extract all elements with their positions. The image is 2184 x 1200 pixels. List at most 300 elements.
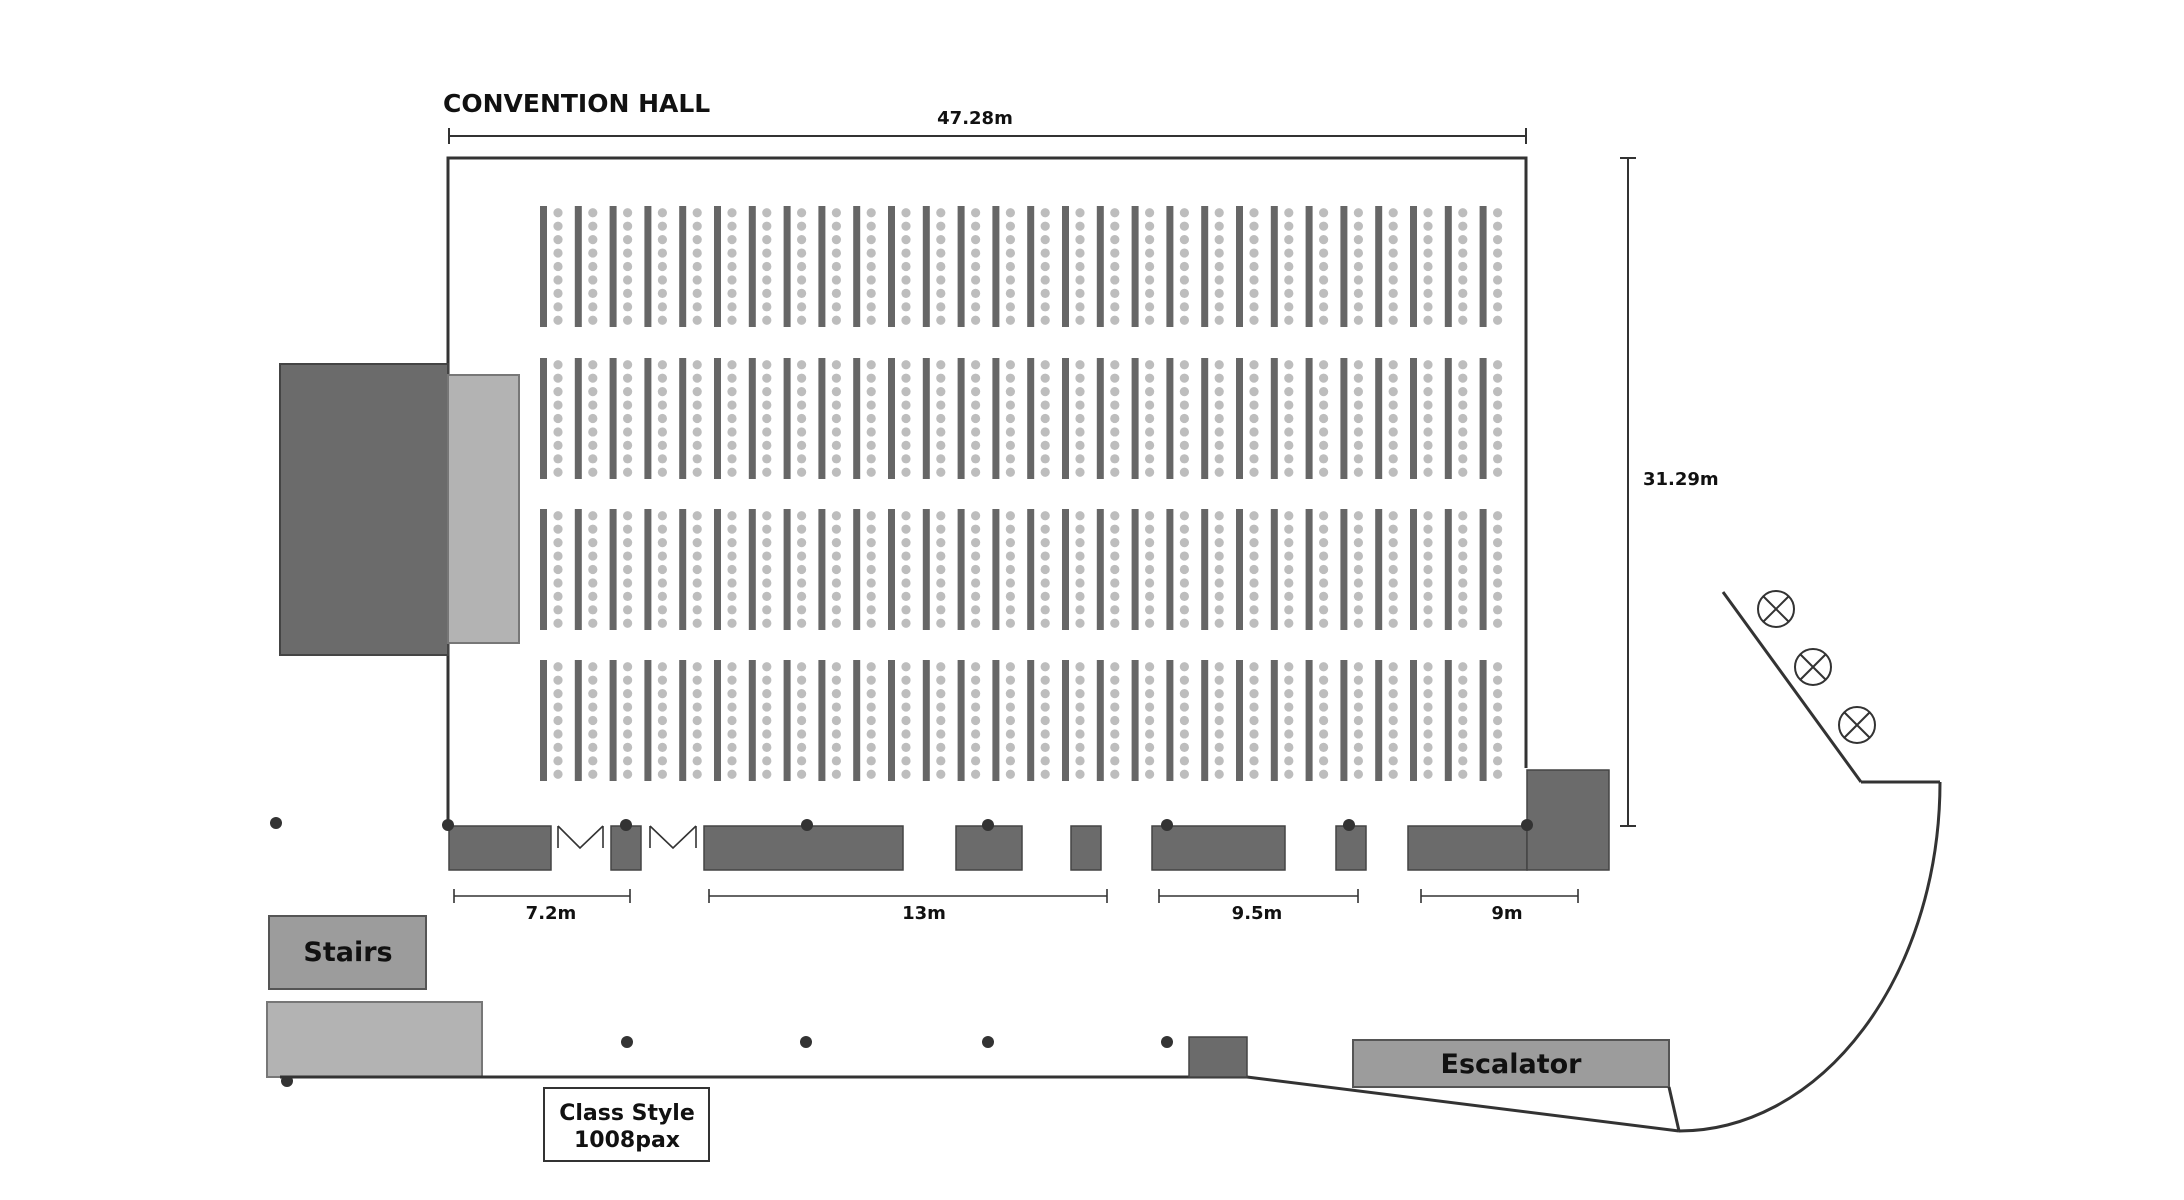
table bbox=[958, 660, 965, 781]
seat bbox=[1180, 565, 1189, 574]
seat bbox=[1389, 360, 1398, 369]
seat bbox=[1354, 262, 1363, 271]
seat bbox=[901, 770, 910, 779]
seat bbox=[1423, 689, 1432, 698]
seat bbox=[1284, 525, 1293, 534]
seat bbox=[693, 360, 702, 369]
table bbox=[610, 358, 617, 479]
wall-segment bbox=[704, 826, 903, 870]
seat bbox=[1110, 756, 1119, 765]
seat bbox=[936, 235, 945, 244]
seat bbox=[1423, 676, 1432, 685]
seat bbox=[1180, 578, 1189, 587]
seat bbox=[936, 676, 945, 685]
pillar-dot bbox=[1161, 1036, 1173, 1048]
seat bbox=[1389, 248, 1398, 257]
seat bbox=[901, 619, 910, 628]
seat bbox=[1389, 702, 1398, 711]
seat bbox=[1458, 468, 1467, 477]
seat bbox=[658, 565, 667, 574]
seat bbox=[1215, 289, 1224, 298]
seat bbox=[1006, 770, 1015, 779]
seat bbox=[1110, 262, 1119, 271]
seat bbox=[1354, 538, 1363, 547]
seat bbox=[936, 468, 945, 477]
seat bbox=[1041, 756, 1050, 765]
seat bbox=[553, 592, 562, 601]
seat bbox=[727, 400, 736, 409]
seat bbox=[1389, 414, 1398, 423]
seat bbox=[1249, 689, 1258, 698]
door-icon bbox=[650, 826, 696, 848]
seat bbox=[1493, 360, 1502, 369]
seat bbox=[1284, 262, 1293, 271]
table bbox=[1410, 509, 1417, 630]
seat bbox=[588, 454, 597, 463]
seat bbox=[693, 316, 702, 325]
seat bbox=[762, 248, 771, 257]
seat bbox=[1458, 770, 1467, 779]
seat bbox=[1145, 414, 1154, 423]
seat bbox=[1006, 222, 1015, 231]
seat bbox=[971, 525, 980, 534]
seat bbox=[832, 538, 841, 547]
seat bbox=[1389, 592, 1398, 601]
seat bbox=[623, 676, 632, 685]
seat bbox=[693, 387, 702, 396]
seat bbox=[623, 248, 632, 257]
seat bbox=[832, 756, 841, 765]
seat bbox=[1006, 619, 1015, 628]
seat bbox=[1389, 427, 1398, 436]
seat bbox=[1354, 302, 1363, 311]
seat bbox=[971, 248, 980, 257]
seat bbox=[623, 702, 632, 711]
seat bbox=[623, 662, 632, 671]
seat bbox=[1284, 468, 1293, 477]
seat bbox=[588, 316, 597, 325]
seat bbox=[623, 414, 632, 423]
seat bbox=[1493, 592, 1502, 601]
seat bbox=[1389, 511, 1398, 520]
seat bbox=[1458, 400, 1467, 409]
seat bbox=[623, 551, 632, 560]
wall-segment bbox=[1336, 826, 1366, 870]
seat bbox=[1215, 662, 1224, 671]
seat bbox=[693, 222, 702, 231]
seat bbox=[727, 578, 736, 587]
seat bbox=[1493, 454, 1502, 463]
seat bbox=[1180, 592, 1189, 601]
seat bbox=[1075, 235, 1084, 244]
seat bbox=[867, 729, 876, 738]
seat bbox=[797, 729, 806, 738]
seat bbox=[832, 316, 841, 325]
seat bbox=[553, 551, 562, 560]
seat bbox=[1284, 316, 1293, 325]
seat bbox=[901, 427, 910, 436]
seat bbox=[1006, 565, 1015, 574]
seat bbox=[1110, 235, 1119, 244]
seat bbox=[588, 592, 597, 601]
seat bbox=[693, 551, 702, 560]
seat bbox=[588, 743, 597, 752]
seat bbox=[832, 454, 841, 463]
seat bbox=[1041, 578, 1050, 587]
seat bbox=[658, 235, 667, 244]
seat bbox=[727, 676, 736, 685]
seat bbox=[1423, 374, 1432, 383]
seat bbox=[1389, 578, 1398, 587]
seat bbox=[623, 289, 632, 298]
seat bbox=[797, 316, 806, 325]
seat bbox=[727, 360, 736, 369]
seat bbox=[867, 689, 876, 698]
seat bbox=[1423, 702, 1432, 711]
seat bbox=[1389, 538, 1398, 547]
seat bbox=[727, 468, 736, 477]
table bbox=[1340, 509, 1347, 630]
seat bbox=[1458, 689, 1467, 698]
seat bbox=[1075, 248, 1084, 257]
seat bbox=[727, 208, 736, 217]
seat bbox=[832, 702, 841, 711]
seat bbox=[1458, 578, 1467, 587]
seat bbox=[1006, 756, 1015, 765]
seat bbox=[727, 248, 736, 257]
seat bbox=[693, 689, 702, 698]
seat bbox=[1493, 716, 1502, 725]
seat bbox=[762, 578, 771, 587]
seat bbox=[1145, 222, 1154, 231]
seat bbox=[971, 619, 980, 628]
seat bbox=[1493, 468, 1502, 477]
seat bbox=[832, 592, 841, 601]
seat bbox=[1041, 208, 1050, 217]
seat bbox=[867, 551, 876, 560]
seat bbox=[1249, 716, 1258, 725]
seat bbox=[1319, 427, 1328, 436]
seat bbox=[901, 716, 910, 725]
seat bbox=[797, 689, 806, 698]
seat bbox=[1180, 605, 1189, 614]
seat bbox=[1110, 592, 1119, 601]
seat bbox=[867, 454, 876, 463]
seat bbox=[1075, 222, 1084, 231]
seat bbox=[1110, 302, 1119, 311]
seat bbox=[762, 619, 771, 628]
seat bbox=[1215, 222, 1224, 231]
seat bbox=[1215, 441, 1224, 450]
seat bbox=[553, 414, 562, 423]
seat bbox=[1423, 743, 1432, 752]
seat bbox=[1389, 441, 1398, 450]
seat bbox=[1075, 262, 1084, 271]
seat bbox=[762, 387, 771, 396]
seat bbox=[867, 468, 876, 477]
seat bbox=[1284, 676, 1293, 685]
seat bbox=[936, 400, 945, 409]
seat bbox=[797, 605, 806, 614]
seat bbox=[1110, 427, 1119, 436]
seat bbox=[553, 716, 562, 725]
seat bbox=[1041, 454, 1050, 463]
table bbox=[644, 509, 651, 630]
seat bbox=[1354, 619, 1363, 628]
light-fixture-icon bbox=[1758, 591, 1794, 627]
seat bbox=[832, 248, 841, 257]
seat bbox=[658, 454, 667, 463]
seat bbox=[1006, 511, 1015, 520]
seat bbox=[1493, 525, 1502, 534]
seat bbox=[1493, 208, 1502, 217]
seat bbox=[1423, 565, 1432, 574]
seat bbox=[762, 427, 771, 436]
seat bbox=[1319, 743, 1328, 752]
table bbox=[784, 206, 791, 327]
segment-label-1: 7.2m bbox=[525, 903, 577, 924]
table bbox=[610, 509, 617, 630]
seat bbox=[658, 676, 667, 685]
seat bbox=[1284, 275, 1293, 284]
seat bbox=[797, 525, 806, 534]
seat bbox=[1110, 743, 1119, 752]
table bbox=[714, 206, 721, 327]
seat bbox=[936, 289, 945, 298]
seat bbox=[1319, 592, 1328, 601]
seat bbox=[971, 289, 980, 298]
seat bbox=[623, 468, 632, 477]
seat bbox=[1319, 716, 1328, 725]
seat bbox=[832, 689, 841, 698]
seat bbox=[1215, 565, 1224, 574]
seat bbox=[1493, 770, 1502, 779]
seat bbox=[1110, 551, 1119, 560]
seat bbox=[1284, 592, 1293, 601]
table bbox=[644, 660, 651, 781]
seat bbox=[762, 414, 771, 423]
seat bbox=[1493, 578, 1502, 587]
seat bbox=[901, 702, 910, 711]
seat bbox=[693, 538, 702, 547]
seat bbox=[1145, 262, 1154, 271]
seat bbox=[1319, 511, 1328, 520]
seat bbox=[1075, 743, 1084, 752]
seat bbox=[1354, 208, 1363, 217]
seat bbox=[1006, 427, 1015, 436]
seat bbox=[1493, 414, 1502, 423]
light-fixture-icon bbox=[1839, 707, 1875, 743]
seat bbox=[1458, 262, 1467, 271]
seat bbox=[658, 525, 667, 534]
seat bbox=[1180, 454, 1189, 463]
seat bbox=[867, 374, 876, 383]
seat bbox=[1215, 316, 1224, 325]
seat bbox=[1075, 551, 1084, 560]
seat bbox=[1423, 716, 1432, 725]
seat bbox=[762, 235, 771, 244]
table bbox=[853, 660, 860, 781]
seat bbox=[901, 235, 910, 244]
seat bbox=[1041, 262, 1050, 271]
seat bbox=[1458, 427, 1467, 436]
table bbox=[1027, 206, 1034, 327]
seat bbox=[1145, 716, 1154, 725]
seat bbox=[1389, 468, 1398, 477]
pillar-dot bbox=[1521, 819, 1533, 831]
seat bbox=[832, 619, 841, 628]
seat bbox=[1423, 302, 1432, 311]
seat bbox=[1389, 676, 1398, 685]
seat bbox=[832, 360, 841, 369]
seat bbox=[1423, 208, 1432, 217]
seat bbox=[1145, 578, 1154, 587]
seat bbox=[1180, 275, 1189, 284]
segment-label-2: 13m bbox=[902, 903, 946, 924]
seat bbox=[797, 414, 806, 423]
seat bbox=[901, 592, 910, 601]
seat bbox=[1354, 316, 1363, 325]
seat bbox=[901, 248, 910, 257]
seat bbox=[658, 662, 667, 671]
seat bbox=[1319, 662, 1328, 671]
seat bbox=[553, 316, 562, 325]
seat bbox=[1041, 743, 1050, 752]
seat bbox=[1180, 538, 1189, 547]
seat bbox=[1006, 316, 1015, 325]
table bbox=[1375, 509, 1382, 630]
seat bbox=[936, 578, 945, 587]
seat bbox=[971, 468, 980, 477]
seat bbox=[832, 222, 841, 231]
seat bbox=[1493, 565, 1502, 574]
seat bbox=[1180, 756, 1189, 765]
seat bbox=[1493, 743, 1502, 752]
seat bbox=[658, 770, 667, 779]
seat bbox=[1145, 360, 1154, 369]
table bbox=[888, 358, 895, 479]
seat bbox=[901, 275, 910, 284]
seat bbox=[1180, 689, 1189, 698]
seat bbox=[762, 662, 771, 671]
seat bbox=[1180, 374, 1189, 383]
seat bbox=[797, 262, 806, 271]
seat bbox=[693, 454, 702, 463]
seat bbox=[1145, 400, 1154, 409]
corner-column bbox=[1527, 770, 1609, 870]
seat bbox=[1006, 468, 1015, 477]
seat bbox=[1284, 511, 1293, 520]
seat bbox=[1319, 525, 1328, 534]
seat bbox=[971, 743, 980, 752]
seat bbox=[1145, 619, 1154, 628]
seat bbox=[588, 729, 597, 738]
seat bbox=[901, 662, 910, 671]
seat bbox=[693, 374, 702, 383]
seat bbox=[901, 222, 910, 231]
seat bbox=[588, 468, 597, 477]
seat bbox=[1249, 605, 1258, 614]
seat bbox=[936, 770, 945, 779]
seat bbox=[1458, 302, 1467, 311]
seat bbox=[658, 208, 667, 217]
seat bbox=[1458, 316, 1467, 325]
table bbox=[784, 660, 791, 781]
seat bbox=[1423, 441, 1432, 450]
seat bbox=[832, 289, 841, 298]
seat bbox=[623, 729, 632, 738]
table bbox=[1166, 358, 1173, 479]
seat bbox=[693, 400, 702, 409]
table bbox=[1410, 206, 1417, 327]
seat bbox=[1389, 716, 1398, 725]
seat bbox=[797, 743, 806, 752]
seat bbox=[936, 248, 945, 257]
seat bbox=[832, 511, 841, 520]
seat bbox=[832, 578, 841, 587]
lobby-block bbox=[267, 1002, 482, 1077]
seat bbox=[1180, 208, 1189, 217]
seat bbox=[936, 756, 945, 765]
seat bbox=[1423, 770, 1432, 779]
seat bbox=[1180, 716, 1189, 725]
seat bbox=[588, 441, 597, 450]
seat bbox=[727, 743, 736, 752]
seat bbox=[1423, 248, 1432, 257]
table bbox=[1201, 509, 1208, 630]
table bbox=[1375, 358, 1382, 479]
seat bbox=[867, 222, 876, 231]
seat bbox=[1493, 729, 1502, 738]
seat bbox=[1319, 689, 1328, 698]
table bbox=[1132, 509, 1139, 630]
seat bbox=[1145, 592, 1154, 601]
seat bbox=[762, 716, 771, 725]
table bbox=[992, 358, 999, 479]
seat bbox=[623, 387, 632, 396]
seat bbox=[1145, 374, 1154, 383]
seat bbox=[727, 289, 736, 298]
seat bbox=[936, 441, 945, 450]
seat bbox=[797, 454, 806, 463]
seat bbox=[901, 511, 910, 520]
seat bbox=[553, 374, 562, 383]
seat bbox=[1145, 565, 1154, 574]
seat bbox=[1458, 525, 1467, 534]
seat bbox=[1423, 387, 1432, 396]
seat bbox=[1284, 289, 1293, 298]
seat bbox=[936, 619, 945, 628]
seat bbox=[1493, 511, 1502, 520]
seat bbox=[1041, 235, 1050, 244]
seat bbox=[1249, 551, 1258, 560]
seat bbox=[1041, 592, 1050, 601]
seat bbox=[1145, 441, 1154, 450]
table bbox=[610, 206, 617, 327]
seat bbox=[1075, 756, 1084, 765]
seat bbox=[588, 689, 597, 698]
seat bbox=[1458, 208, 1467, 217]
seat bbox=[1389, 222, 1398, 231]
seat bbox=[1075, 441, 1084, 450]
seat bbox=[1215, 275, 1224, 284]
seat bbox=[1110, 605, 1119, 614]
seat bbox=[1041, 400, 1050, 409]
seat bbox=[1319, 578, 1328, 587]
seat bbox=[1319, 605, 1328, 614]
seat bbox=[901, 578, 910, 587]
table bbox=[818, 660, 825, 781]
